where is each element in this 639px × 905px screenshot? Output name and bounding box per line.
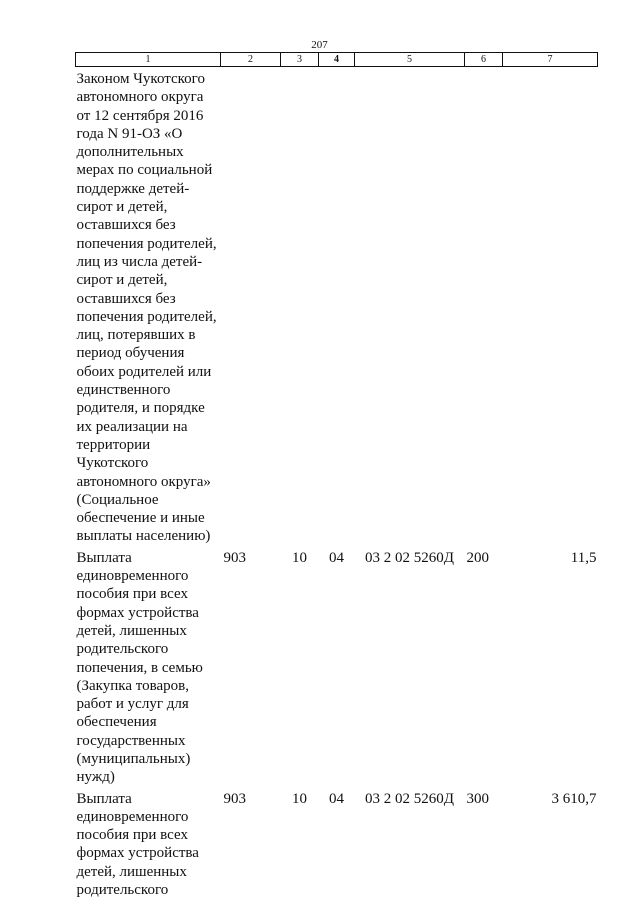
row-expense-type [465,67,503,546]
description-line: пособия при всех [76,586,188,603]
description-line: территории [76,436,151,453]
description-line: оставшихся без [76,290,176,307]
description-line: Выплата [76,549,132,566]
description-line: Законом Чукотского [76,71,205,87]
description-line: Чукотского [76,455,149,472]
row-section [281,67,319,546]
header-col-2: 2 [221,53,281,67]
description-line: детей, лишенных [76,622,187,639]
description-line: работ и услуг для [76,696,189,713]
description-line: сирот и детей, [76,199,168,216]
description-line: поддержке детей- [76,180,190,197]
description-line: лиц, потерявших в [76,327,196,344]
description-line: Выплата [76,790,132,807]
header-col-4: 4 [319,53,355,67]
description-line: единовременного [76,808,189,825]
row-amount [503,67,598,546]
budget-table [75,52,598,899]
header-col-7: 7 [503,53,598,67]
description-line: обоих родителей или [76,363,212,380]
description-line: (Закупка товаров, [76,677,189,694]
row-ministry-code [221,67,281,546]
page-number: 207 [311,39,328,51]
description-line: родителя, и порядке [76,400,205,417]
description-line: пособия при всех [76,827,188,844]
description-line: лиц из числа детей- [76,253,203,270]
description-line: выплаты населению) [76,528,211,545]
header-col-3: 3 [281,53,319,67]
description-line: родительского [76,641,169,658]
description-line: родительского [76,882,169,899]
row-subsection: 04 [329,790,344,807]
description-line: единственного [76,382,171,399]
row-description [76,787,221,900]
description-line: государственных [76,732,186,749]
description-line: попечения родителей, [76,308,217,325]
row-target-article: 03 2 02 5260Д [365,790,454,807]
row-section: 10 [292,549,307,566]
table-row [76,787,598,900]
description-line: формах устройства [76,845,199,862]
header-col-5: 5 [355,53,465,67]
header-col-6: 6 [465,53,503,67]
table-row [76,67,598,546]
row-target-article [355,67,465,546]
description-line: единовременного [76,568,189,585]
description-line: их реализации на [76,418,188,435]
description-line: года N 91-ОЗ «О [76,125,183,142]
description-line: дополнительных [76,144,184,161]
header-col-1: 1 [76,53,221,67]
description-line: период обучения [76,345,185,362]
row-section: 10 [292,790,307,807]
description-line: оставшихся без [76,217,176,234]
description-line: обеспечение и иные [76,510,205,527]
description-line: детей, лишенных [76,863,187,880]
row-ministry-code: 903 [223,549,246,566]
description-line: мерах по социальной [76,162,213,179]
description-line: (Социальное [76,491,159,508]
description-line: нужд) [76,769,115,786]
row-subsection [319,67,355,546]
row-ministry-code: 903 [223,790,246,807]
row-description [76,546,221,787]
description-line: сирот и детей, [76,272,168,289]
row-expense-type: 200 [466,549,489,566]
row-expense-type: 300 [466,790,489,807]
description-line: попечения, в семью [76,659,203,676]
description-line: автономного округа» [76,473,211,490]
description-line: от 12 сентября 2016 [76,107,204,124]
row-subsection: 04 [329,549,344,566]
row-description [76,67,221,546]
description-line: автономного округа [76,89,204,106]
table-row [76,546,598,787]
description-line: формах устройства [76,604,199,621]
description-line: (муниципальных) [76,750,191,767]
description-line: попечения родителей, [76,235,217,252]
row-target-article: 03 2 02 5260Д [365,549,454,566]
header-row [76,53,598,67]
description-line: обеспечения [76,714,157,731]
row-amount: 3 610,7 [551,790,597,807]
row-amount: 11,5 [570,549,597,566]
